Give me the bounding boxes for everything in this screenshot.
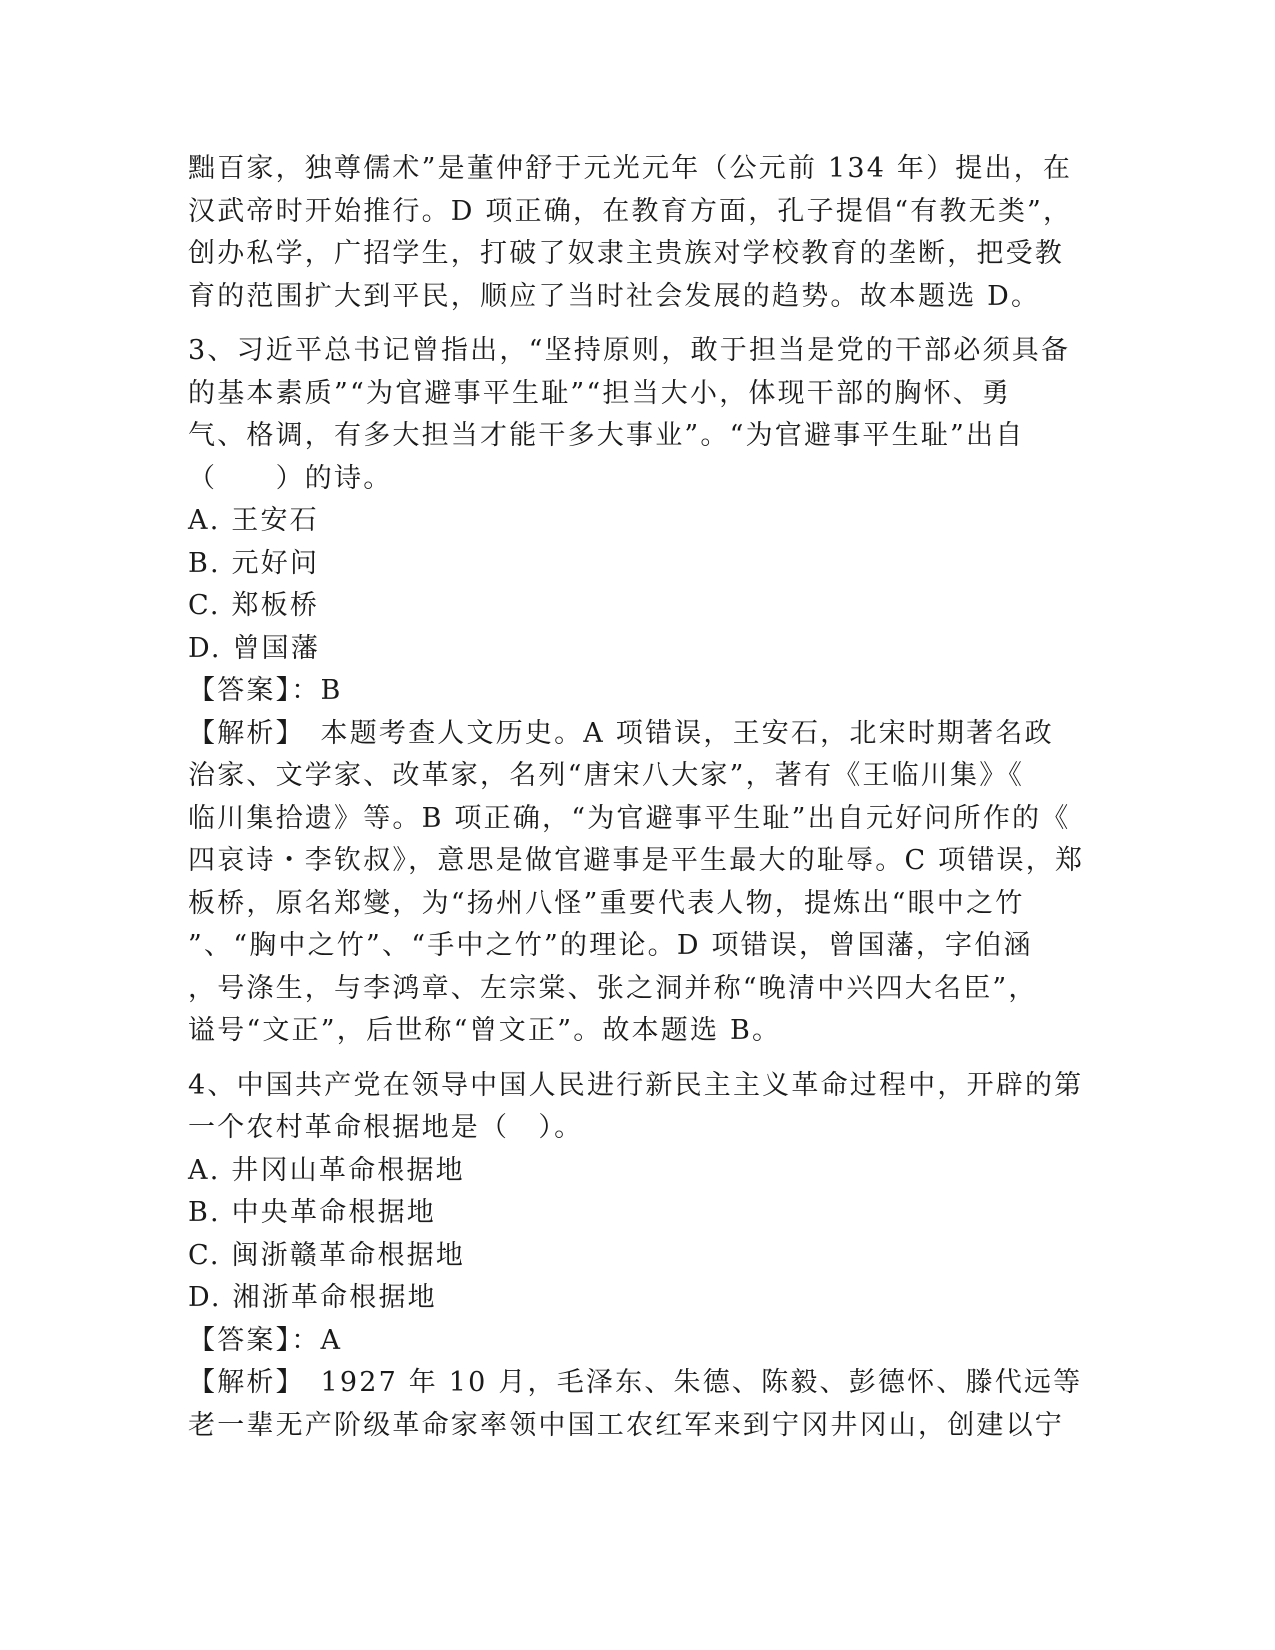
question-stem-line: （ ）的诗。 — [188, 462, 393, 494]
question-stem-line: 气、格调，有多大担当才能干多大事业”。“为官避事平生耻”出自 — [188, 420, 1025, 451]
spacer — [188, 318, 1088, 330]
answer-label: 【答案】：A — [188, 1324, 343, 1356]
question-4 — [188, 1065, 1088, 1448]
spacer — [188, 1053, 1088, 1065]
option-c: C. 闽浙赣革命根据地 — [188, 1239, 466, 1271]
option-d: D. 曾国藩 — [188, 632, 321, 664]
paragraph-line: 创办私学，广招学生，打破了奴隶主贵族对学校教育的垄断，把受教 — [188, 238, 1064, 269]
analysis-line: 【解析】 1927 年 10 月，毛泽东、朱德、陈毅、彭德怀、滕代远等 — [188, 1367, 1083, 1398]
option-b: B. 中央革命根据地 — [188, 1197, 437, 1228]
answer-label: 【答案】：B — [188, 675, 343, 706]
question-stem-line: 3、习近平总书记曾指出，“坚持原则，敢于担当是党的干部必须具备 — [188, 335, 1071, 366]
analysis-line: 临川集拾遗》等。B 项正确，“为官避事平生耻”出自元好问所作的《 — [188, 802, 1071, 834]
question-stem-line: 4、中国共产党在领导中国人民进行新民主主义革命过程中，开辟的第 — [188, 1069, 1084, 1101]
option-b: B. 元好问 — [188, 547, 320, 579]
analysis-line: 【解析】 本题考查人文历史。A 项错误，王安石，北宋时期著名政 — [188, 717, 1054, 749]
analysis-line: 治家、文学家、改革家，名列“唐宋八大家”，著有《王临川集》《 — [188, 760, 1025, 791]
option-a: A. 井冈山革命根据地 — [188, 1154, 465, 1186]
analysis-line: 板桥，原名郑燮，为“扬州八怪”重要代表人物，提炼出“眼中之竹 — [188, 887, 1025, 919]
previous-analysis — [188, 148, 1088, 318]
paragraph-line: 黜百家，独尊儒术”是董仲舒于元光元年（公元前 134 年）提出，在 — [188, 153, 1073, 184]
analysis-line: 老一辈无产阶级革命家率领中国工农红军来到宁冈井冈山，创建以宁 — [188, 1409, 1064, 1441]
analysis-line: 谥号“文正”，后世称“曾文正”。故本题选 B。 — [188, 1015, 782, 1046]
paragraph-line: 育的范围扩大到平民，顺应了当时社会发展的趋势。故本题选 D。 — [188, 280, 1041, 312]
paragraph-line: 汉武帝时开始推行。D 项正确，在教育方面，孔子提倡“有教无类”， — [188, 195, 1073, 227]
option-c: C. 郑板桥 — [188, 590, 320, 621]
option-d: D. 湘浙革命根据地 — [188, 1282, 437, 1313]
analysis-line: ”、“胸中之竹”、“手中之竹”的理论。D 项错误，曾国藩，字伯涵 — [188, 930, 1033, 961]
analysis-line: ，号涤生，与李鸿章、左宗棠、张之洞并称“晚清中兴四大名臣”， — [188, 972, 1038, 1004]
question-stem-line: 一个农村革命根据地是（ ）。 — [188, 1112, 584, 1143]
document-page — [188, 148, 1088, 1447]
option-a: A. 王安石 — [188, 505, 319, 536]
question-stem-line: 的基本素质”“为官避事平生耻”“担当大小，体现干部的胸怀、勇 — [188, 377, 1012, 409]
analysis-line: 四哀诗・李钦叔》，意思是做官避事是平生最大的耻辱。C 项错误，郑 — [188, 845, 1085, 876]
question-3 — [188, 330, 1088, 1053]
